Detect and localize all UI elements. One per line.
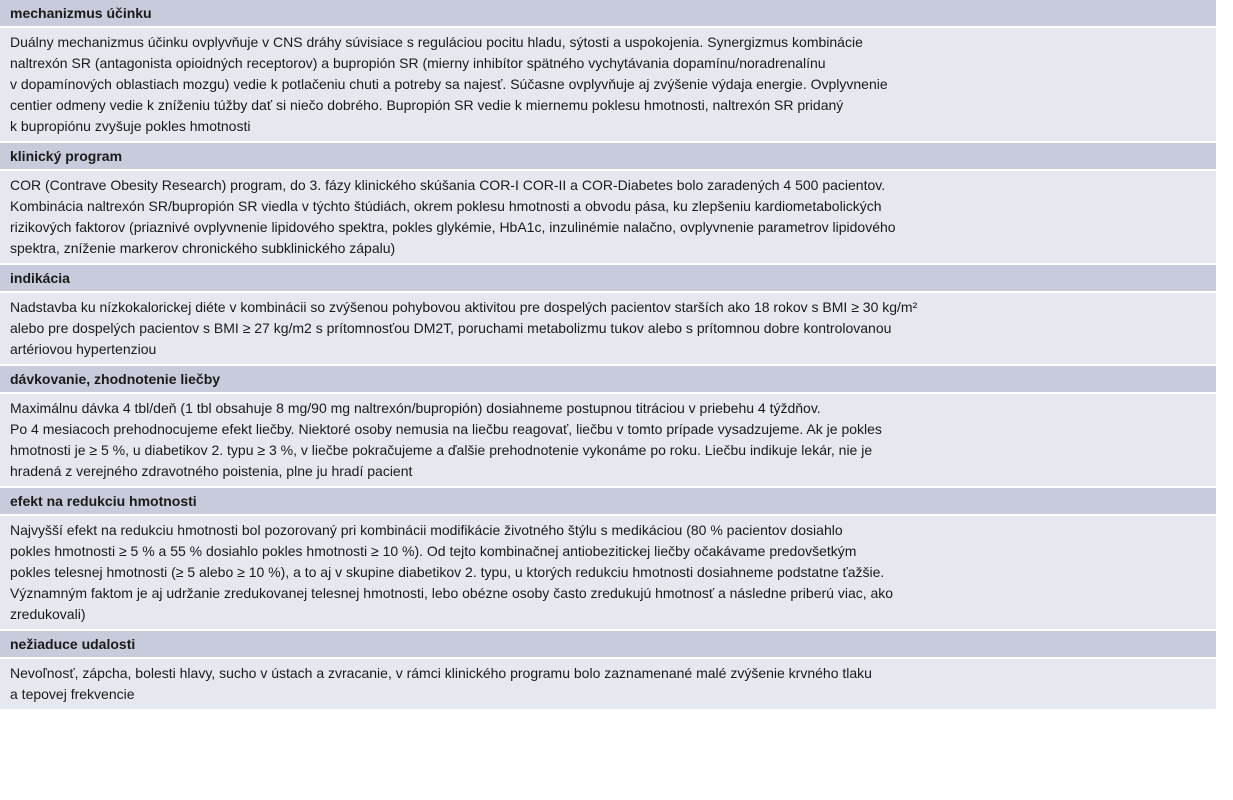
section-text-dosage: Maximálnu dávka 4 tbl/deň (1 tbl obsahuje 8 mg/90 mg naltrexón/bupropión) dosiahneme postupnou titráciou v priebehu 4 týždňov. Po 4 mesiacoch prehodnocujeme efekt liečby. Niektoré osoby nemusia na liečbu reagovať, liečbu v tomto prípade vysadzujeme. Ak je pokles hmotnosti je ≥ 5 %, u diabetikov 2. typu ≥ 3 %, v liečbe pokračujeme a ďalšie prehodnotenie vykonáme po roku. Liečbu indikuje lekár, nie je hradená z verejného zdravotného poistenia, plne ju hradí pacient [0, 394, 1216, 488]
section-text-adverse-events: Nevoľnosť, zápcha, bolesti hlavy, sucho v ústach a zvracanie, v rámci klinického programu bolo zaznamenané malé zvýšenie krvného tlaku a tepovej frekvencie [0, 659, 1216, 711]
section-text-indication: Nadstavba ku nízkokalorickej diéte v kombinácii so zvýšenou pohybovou aktivitou pre dospelých pacientov starších ako 18 rokov s BMI ≥ 30 kg/m² alebo pre dospelých pacientov s BMI ≥ 27 kg/m2 s prítomnosťou DM2T, poruchami metabolizmu tukov alebo s prítomnou dobre kontrolovanou artériovou hypertenziou [0, 293, 1216, 366]
section-heading-adverse-events: nežiaduce udalosti [0, 631, 1216, 659]
section-heading-indication: indikácia [0, 265, 1216, 293]
section-heading-mechanism: mechanizmus účinku [0, 0, 1216, 28]
section-heading-dosage: dávkovanie, zhodnotenie liečby [0, 366, 1216, 394]
section-heading-weight-effect: efekt na redukciu hmotnosti [0, 488, 1216, 516]
section-heading-clinical-program: klinický program [0, 143, 1216, 171]
section-text-clinical-program: COR (Contrave Obesity Research) program, do 3. fázy klinického skúšania COR-I COR-II a COR-Diabetes bolo zaradených 4 500 pacientov. Kombinácia naltrexón SR/bupropión SR viedla v týchto štúdiách, okrem poklesu hmotnosti a obvodu pása, ku zlepšeniu kardiometabolických rizikových faktorov (priaznivé ovplyvnenie lipidového spektra, pokles glykémie, HbA1c, inzulinémie nalačno, ovplyvnenie parametrov lipidového spektra, zníženie markerov chronického subklinického zápalu) [0, 171, 1216, 265]
section-text-weight-effect: Najvyšší efekt na redukciu hmotnosti bol pozorovaný pri kombinácii modifikácie životného štýlu s medikáciou (80 % pacientov dosiahlo pokles hmotnosti ≥ 5 % a 55 % dosiahlo pokles hmotnosti ≥ 10 %). Od tejto kombinačnej antiobezitickej liečby očakávame predovšetkým pokles telesnej hmotnosti (≥ 5 alebo ≥ 10 %), a to aj v skupine diabetikov 2. typu, u ktorých redukciu hmotnosti dosiahneme podstatne ťažšie. Významným faktom je aj udržanie zredukovanej telesnej hmotnosti, lebo obézne osoby často zredukujú hmotnosť a následne priberú viac, ako zredukovali) [0, 516, 1216, 631]
section-text-mechanism: Duálny mechanizmus účinku ovplyvňuje v CNS dráhy súvisiace s reguláciou pocitu hladu, sýtosti a uspokojenia. Synergizmus kombinácie naltrexón SR (antagonista opioidných receptorov) a bupropión SR (mierny inhibítor spätného vychytávania dopamínu/noradrenalínu v dopamínových oblastiach mozgu) vedie k potlačeniu chuti a potreby sa najesť. Súčasne ovplyvňuje aj zvýšenie výdaja energie. Ovplyvnenie centier odmeny vedie k zníženiu túžby dať si niečo dobrého. Bupropión SR vedie k miernemu poklesu hmotnosti, naltrexón SR pridaný k bupropiónu zvyšuje pokles hmotnosti [0, 28, 1216, 143]
